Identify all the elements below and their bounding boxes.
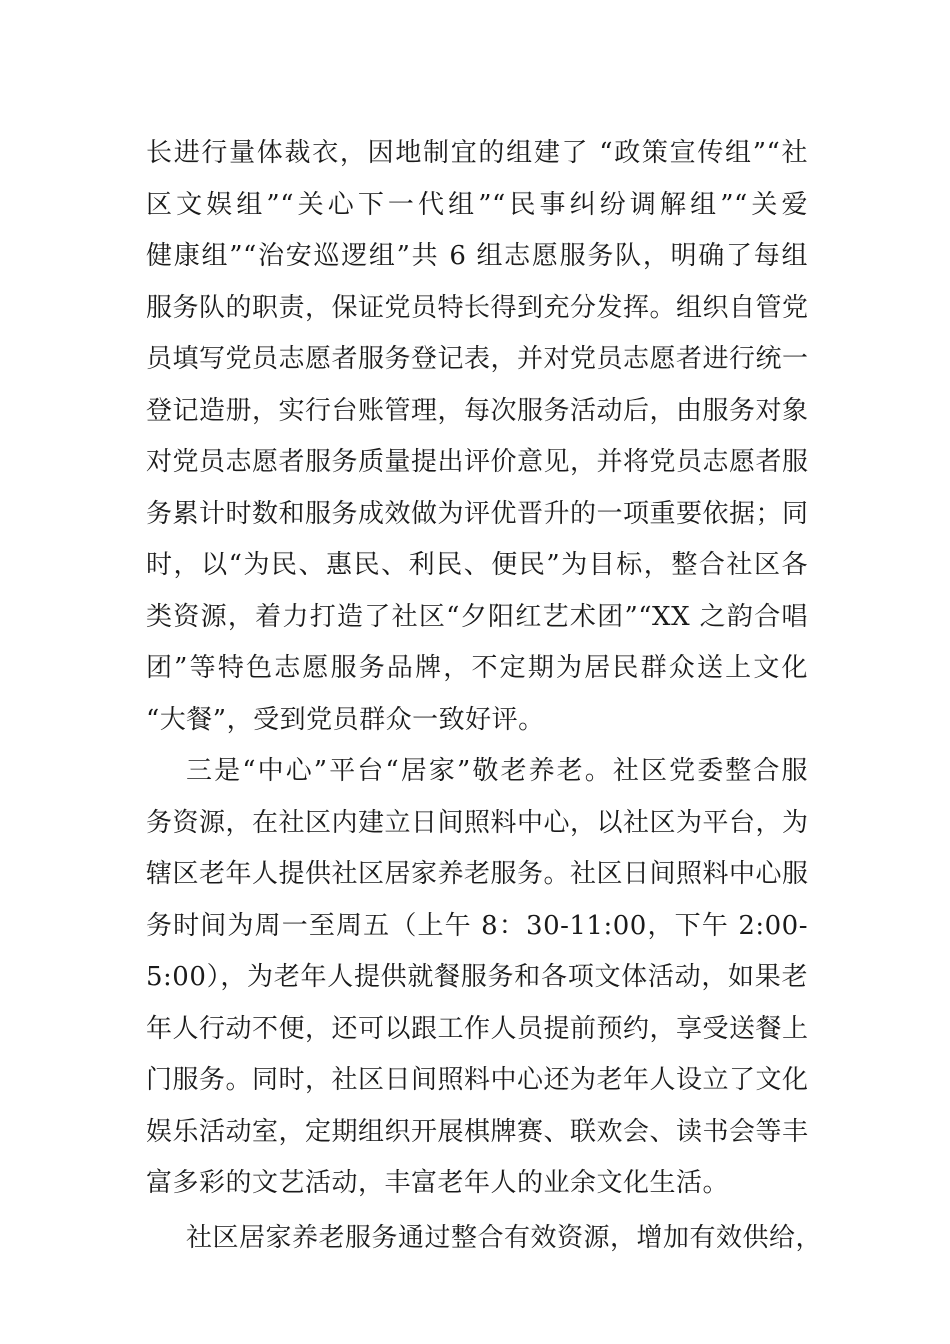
paragraph-1: [146, 128, 808, 746]
text-line: 务时间为周一至周五（上午 8：30-11:00，下午 2:00-: [146, 910, 808, 941]
text-line: 娱乐活动室，定期组织开展棋牌赛、联欢会、读书会等丰: [146, 1116, 809, 1147]
text-line: 务资源，在社区内建立日间照料中心，以社区为平台，为: [146, 807, 809, 838]
text-line: 员填写党员志愿者服务登记表，并对党员志愿者进行统一: [146, 344, 809, 374]
text-line: 对党员志愿者服务质量提出评价意见，并将党员志愿者服: [146, 447, 809, 477]
text-line: 年人行动不便，还可以跟工作人员提前预约，享受送餐上: [146, 1013, 809, 1044]
text-line: 富多彩的文艺活动，丰富老年人的业余文化生活。: [146, 1168, 730, 1198]
text-line: 团”等特色志愿服务品牌，不定期为居民群众送上文化: [146, 653, 808, 683]
text-line: 5:00），为老年人提供就餐服务和各项文体活动，如果老: [146, 962, 808, 992]
text-line: 务累计时数和服务成效做为评优晋升的一项重要依据；同: [146, 498, 809, 529]
text-line: 时，以“为民、惠民、利民、便民”为目标，整合社区各: [146, 550, 808, 580]
text-line: 长进行量体裁衣，因地制宜的组建了 “政策宣传组”“社: [146, 138, 808, 168]
paragraph-3: [146, 1213, 823, 1265]
text-line: 门服务。同时，社区日间照料中心还为老年人设立了文化: [146, 1065, 809, 1095]
text-line: 登记造册，实行台账管理，每次服务活动后，由服务对象: [146, 395, 809, 426]
text-line: 三是“中心”平台“居家”敬老养老。社区党委整合服: [186, 756, 808, 786]
text-line: 辖区老年人提供社区居家养老服务。社区日间照料中心服: [146, 859, 809, 889]
text-line: 类资源，着力打造了社区“夕阳红艺术团”“XX 之韵合唱: [146, 601, 808, 632]
text-line: 健康组”“治安巡逻组”共 6 组志愿服务队，明确了每组: [146, 241, 808, 271]
text-line: “大餐”，受到党员群众一致好评。: [146, 704, 545, 735]
text-line: 社区居家养老服务通过整合有效资源，增加有效供给，: [186, 1222, 823, 1253]
text-line: 区文娱组”“关心下一代组”“民事纠纷调解组”“关爱: [146, 189, 808, 220]
paragraph-2: [146, 746, 808, 1210]
text-line: 服务队的职责，保证党员特长得到充分发挥。组织自管党: [146, 292, 809, 323]
document-body: [146, 128, 823, 1264]
